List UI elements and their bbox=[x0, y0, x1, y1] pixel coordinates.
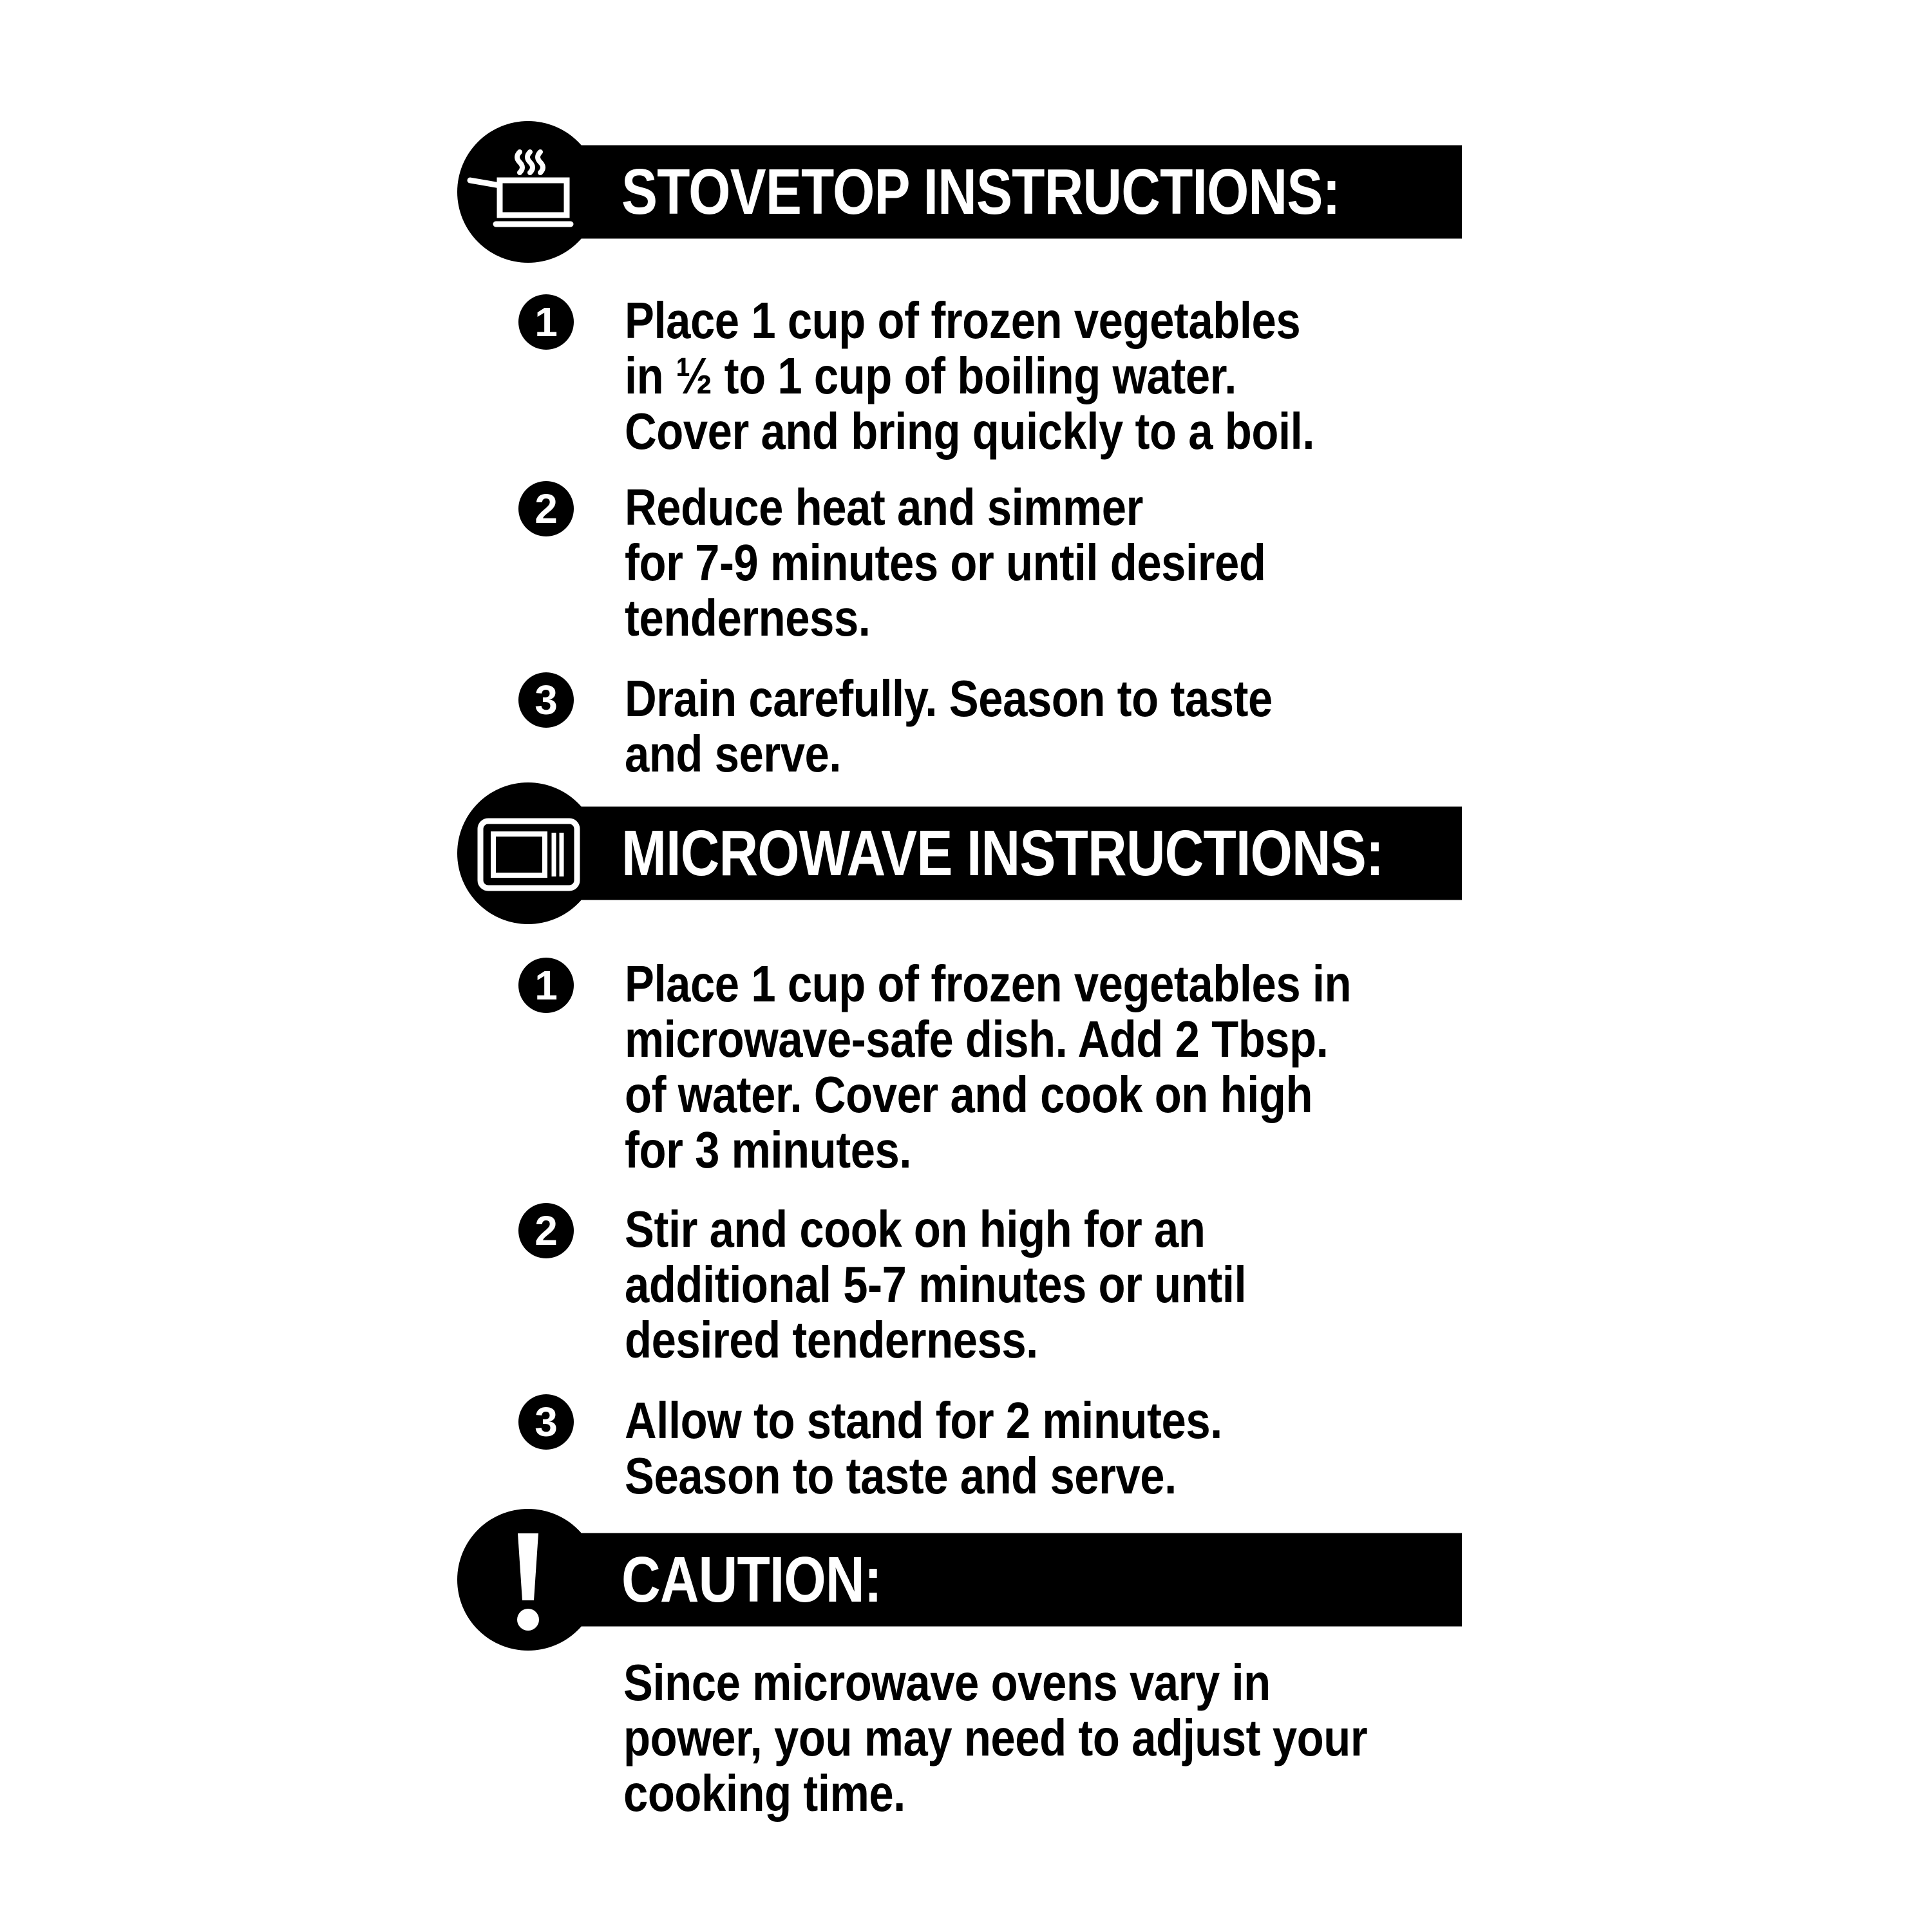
step-number-badge: 1 bbox=[518, 958, 574, 1013]
microwave-header bbox=[457, 782, 1462, 924]
step-number-badge: 2 bbox=[518, 481, 574, 536]
exclamation-icon bbox=[457, 1509, 599, 1651]
caution-text: Since microwave ovens vary in power, you may need to adjust your cooking time. bbox=[623, 1654, 1368, 1822]
stovetop-header bbox=[457, 121, 1462, 263]
step-number-badge: 1 bbox=[518, 294, 574, 350]
step-text: Reduce heat and simmer for 7-9 minutes or until desired tenderness. bbox=[625, 478, 1266, 647]
pot-steam-icon bbox=[457, 121, 599, 263]
microwave-icon-badge bbox=[457, 782, 599, 924]
microwave-icon bbox=[457, 782, 599, 924]
stovetop-title: STOVETOP INSTRUCTIONS: bbox=[621, 156, 1340, 228]
caution-header bbox=[457, 1509, 1462, 1651]
step-text: Allow to stand for 2 minutes. Season to taste and serve. bbox=[625, 1392, 1222, 1504]
step-text: Place 1 cup of frozen vegetables in microwave-safe dish. Add 2 Tbsp. of water. Cover and cook on high for 3 minutes. bbox=[625, 955, 1352, 1179]
step-text: Drain carefully. Season to taste and serve. bbox=[625, 670, 1273, 782]
caution-icon-badge bbox=[457, 1509, 599, 1651]
microwave-title: MICROWAVE INSTRUCTIONS: bbox=[621, 817, 1384, 889]
stovetop-icon-badge bbox=[457, 121, 599, 263]
step-number-badge: 2 bbox=[518, 1203, 574, 1258]
step-number-badge: 3 bbox=[518, 672, 574, 728]
caution-title: CAUTION: bbox=[621, 1544, 882, 1616]
step-text: Place 1 cup of frozen vegetables in ½ to 1 cup of boiling water. Cover and bring quickly to a boil. bbox=[625, 292, 1315, 460]
step-number-badge: 3 bbox=[518, 1394, 574, 1450]
step-text: Stir and cook on high for an additional 5-7 minutes or until desired tenderness. bbox=[625, 1200, 1247, 1368]
